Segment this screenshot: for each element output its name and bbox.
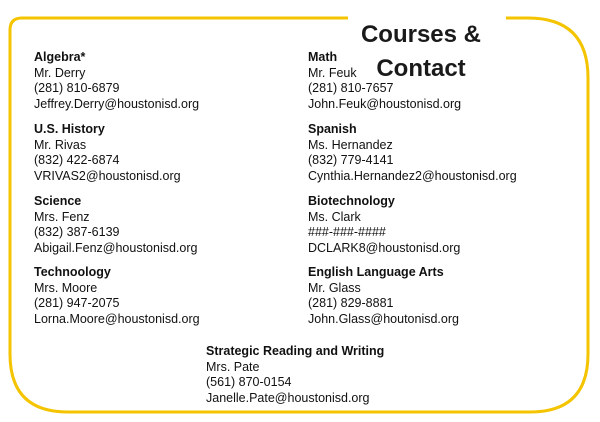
phone-number: (832) 387-6139: [34, 225, 120, 239]
course-name: Technoology: [34, 265, 111, 279]
email-address[interactable]: Jeffrey.Derry@houstonisd.org: [34, 96, 200, 111]
email-address[interactable]: Cynthia.Hernandez2@houstonisd.org: [308, 168, 517, 183]
contact-card-math: [308, 50, 461, 112]
teacher-name: Mrs. Moore: [34, 280, 98, 295]
contact-card-english: [308, 265, 459, 327]
phone-number: (281) 829-8881: [308, 296, 394, 310]
course-name: English Language Arts: [308, 265, 444, 279]
email-address[interactable]: Lorna.Moore@houstonisd.org: [34, 311, 200, 326]
email-address[interactable]: VRIVAS2@houstonisd.org: [34, 168, 181, 183]
phone-number: (281) 810-7657: [308, 81, 394, 95]
contact-card-spanish: [308, 122, 517, 184]
course-name: U.S. History: [34, 122, 105, 136]
email-address[interactable]: DCLARK8@houstonisd.org: [308, 240, 461, 255]
course-name: Strategic Reading and Writing: [206, 344, 385, 358]
course-name: Spanish: [308, 122, 357, 136]
teacher-name: Mr. Glass: [308, 280, 361, 295]
phone-number: (561) 870-0154: [206, 375, 292, 389]
phone-number: (281) 810-6879: [34, 81, 120, 95]
phone-number: (832) 422-6874: [34, 153, 120, 167]
contact-card-technology: [34, 265, 200, 327]
phone-number: (281) 947-2075: [34, 296, 120, 310]
teacher-name: Ms. Hernandez: [308, 137, 393, 152]
contact-card-algebra: [34, 50, 199, 112]
phone-number: (832) 779-4141: [308, 153, 394, 167]
course-name: Math: [308, 50, 338, 64]
teacher-name: Mrs. Pate: [206, 359, 260, 374]
title-line-1: Courses &: [360, 21, 482, 48]
contact-card-science: [34, 194, 197, 256]
email-address[interactable]: Abigail.Fenz@houstonisd.org: [34, 240, 198, 255]
teacher-name: Mr. Rivas: [34, 137, 87, 152]
course-name: Science: [34, 194, 82, 208]
contact-card-us-history: [34, 122, 181, 184]
teacher-name: Ms. Clark: [308, 209, 361, 224]
teacher-name: Mrs. Fenz: [34, 209, 90, 224]
course-name: Algebra*: [34, 50, 86, 64]
course-name: Biotechnology: [308, 194, 395, 208]
email-address[interactable]: John.Glass@houtonisd.org: [308, 311, 459, 326]
email-address[interactable]: Janelle.Pate@houstonisd.org: [206, 390, 370, 405]
teacher-name: Mr. Feuk: [308, 65, 357, 80]
email-address[interactable]: John.Feuk@houstonisd.org: [308, 96, 462, 111]
contact-card-strategic-reading: [206, 344, 384, 406]
phone-number: ###-###-####: [308, 225, 386, 239]
teacher-name: Mr. Derry: [34, 65, 86, 80]
title-line-2: Contact: [376, 55, 466, 82]
contact-card-biotechnology: [308, 194, 460, 256]
